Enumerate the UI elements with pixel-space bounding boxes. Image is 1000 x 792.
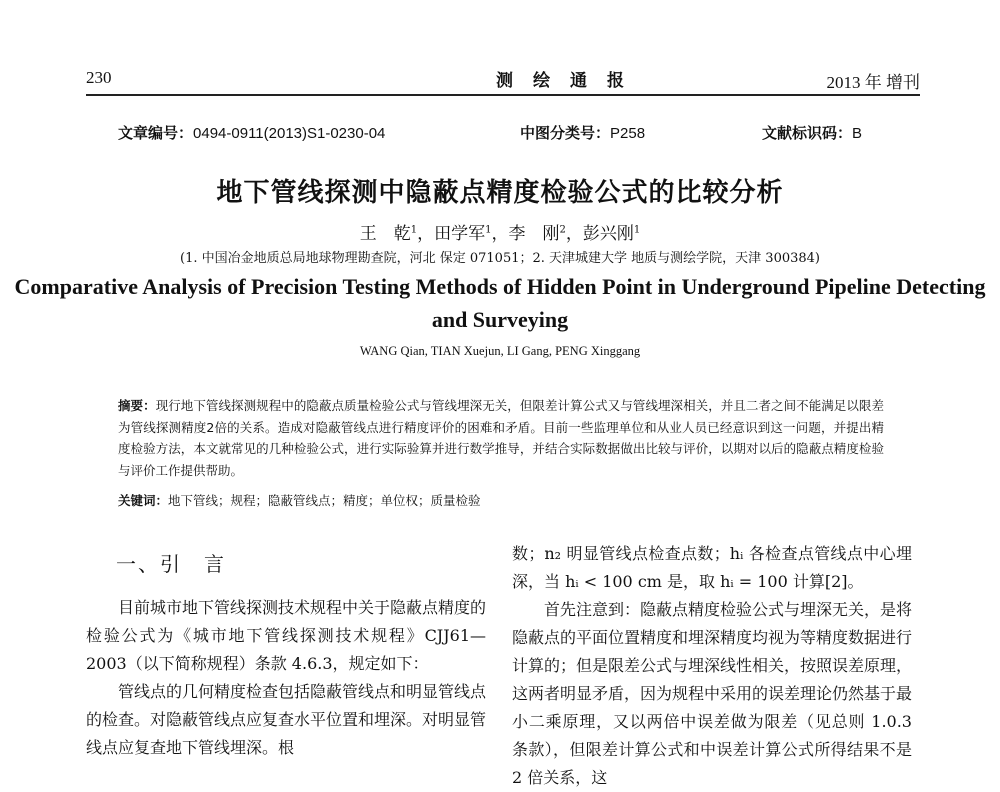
authors-english: WANG Qian, TIAN Xuejun, LI Gang, PENG Xinggang <box>359 344 641 358</box>
article-number: 文章编号：0494-0911(2013)S1-0230-04 <box>118 125 386 142</box>
abstract-text: 现行地下管线探测规程中的隐蔽点质量检验公式与管线埋深无关，但限差计算公式又与管线埋深相关，并且二者之间不能满足以限差为管线探测精度2倍的关系。造成对隐蔽管线点进行精度评价的困难和矛盾。目前一些监理单位和从业人员已经意识到这一问题，并提出精度检验方法，本文就常见的几种检验公式，进行实际验算并进行数学推导，并结合实际数据做出比较与评价，以期对以后的隐蔽点精度检验与评价工作提供帮助。 <box>118 398 884 478</box>
header-rule <box>86 94 920 96</box>
body-paragraph: 管线点的几何精度检查包括隐蔽管线点和明显管线点的检查。对隐蔽管线点应复查水平位置和埋深。对明显管线点应复查地下管线埋深。根 <box>86 682 487 757</box>
abstract <box>118 395 884 481</box>
keywords-text: 地下管线；规程；隐蔽管线点；精度；单位权；质量检验 <box>168 493 481 508</box>
page-number: 230 <box>86 68 112 87</box>
document-code: 文献标识码：B <box>762 125 863 142</box>
clc-number: 中图分类号：P258 <box>520 125 646 142</box>
body-paragraph: 数；n₂ 明显管线点检查点数；hᵢ 各检查点管线点中心埋深，当 hᵢ < 100 cm 是，取 hᵢ = 100 计算[2]。 <box>512 544 912 591</box>
title-chinese: 地下管线探测中隐蔽点精度检验公式的比较分析 <box>216 178 784 208</box>
title-english: Comparative Analysis of Precision Testing Methods of Hidden Point in Underground Pipeline Detecting and Surveying <box>14 274 986 332</box>
body-paragraph: 目前城市地下管线探测技术规程中关于隐蔽点精度的检验公式为《城市地下管线探测技术规程》CJJ61—2003（以下简称规程）条款 4.6.3，规定如下： <box>86 598 487 673</box>
left-column <box>86 540 486 762</box>
abstract-label: 摘要： <box>118 398 156 413</box>
journal-name: 测绘通报 <box>496 71 644 91</box>
authors-chinese: 王 乾$^1$，田学军$^1$，李 刚$^2$，彭兴刚$^1$ <box>359 224 641 244</box>
issue-label: 2013 年 增刊 <box>826 73 920 92</box>
section-heading: 一、引 言 <box>116 552 226 576</box>
keywords <box>118 491 884 509</box>
keywords-label: 关键词： <box>118 493 169 508</box>
running-header <box>86 66 920 92</box>
body-paragraph: 首先注意到：隐蔽点精度检验公式与埋深无关，是将隐蔽点的平面位置精度和埋深精度均视为等精度数据进行计算的；但是限差公式与埋深线性相关，按照误差原理，这两者明显矛盾，因为规程中采用的误差理论仍然基于最小二乘原理，又以两倍中误差做为限差（见总则 1.0.3 条款），但限差计算公式和中误差计算公式所得结果不是 2 倍关系，这 <box>512 600 913 787</box>
affiliations-chinese: (1. 中国冶金地质总局地球物理勘查院，河北 保定 071051；2. 天津城建大学 地质与测绘学院，天津 300384) <box>180 251 820 266</box>
right-column <box>512 540 912 792</box>
